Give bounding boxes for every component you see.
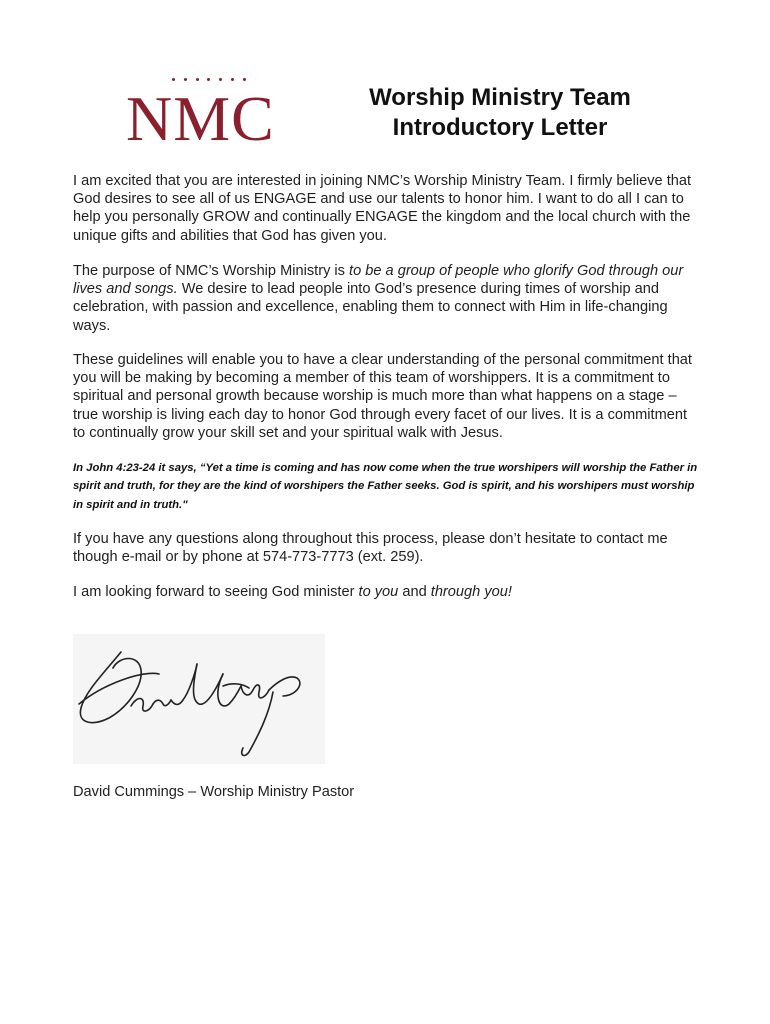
nmc-logo — [126, 74, 288, 154]
closing-mid: and — [398, 584, 431, 600]
purpose-lead: The purpose of NMC’s Worship Ministry is — [73, 263, 350, 279]
paragraph-closing — [73, 583, 703, 601]
letter-title — [330, 83, 670, 143]
paragraph-purpose-text — [73, 262, 703, 335]
signature-scribble — [73, 634, 325, 764]
closing-lead: I am looking forward to seeing God minister — [73, 584, 359, 600]
title-line-1: Worship Ministry Team — [369, 84, 631, 111]
paragraph-guidelines — [73, 351, 703, 442]
paragraph-guidelines-text: These guidelines will enable you to have a clear understanding of the personal commitment that you will be making by becoming a member of this team of worshippers. It is a commitment to spiritual and personal growth because worship is much more than what happens on a stage – true worship is living each day to honor God through every facet of our lives. It is a commitment to continually grow your skill set and your spiritual walk with Jesus. — [73, 352, 692, 441]
paragraph-intro — [73, 172, 703, 245]
title-line-2: Introductory Letter — [392, 114, 608, 141]
paragraph-contact-text: If you have any questions along throughout this process, please don’t hesitate to contact me though e-mail or by phone at 574-773-7773 (ext. 259). — [73, 531, 668, 566]
paragraph-closing-text — [73, 583, 703, 601]
paragraph-contact — [73, 530, 703, 566]
signature-image — [73, 634, 325, 764]
paragraph-purpose — [73, 262, 703, 335]
logo-text: NMC — [126, 83, 275, 154]
closing-italic-2: through you! — [430, 584, 512, 600]
paragraph-intro-text: I am excited that you are interested in joining NMC’s Worship Ministry Team. I firmly believe that God desires to see all of us ENGAGE and use our talents to honor him. I want to do all I can to help you personally GROW and continually ENGAGE the kingdom and the local church with the unique gifts and abilities that God has given you. — [73, 173, 692, 244]
closing-italic-1: to you — [358, 584, 399, 600]
purpose-statement: to be a group of people who glorify God through our lives and songs. — [73, 263, 684, 298]
signature-caption: David Cummings – Worship Ministry Pastor — [73, 784, 355, 800]
scripture-quote: In John 4:23-24 it says, “Yet a time is coming and has now come when the true worshipers will worship the Father in spirit and truth, for they are the kind of worshipers the Father seeks. God is spirit, and his worshipers must worship in spirit and in truth." — [73, 462, 698, 511]
purpose-rest: We desire to lead people into God’s presence during times of worship and celebration, with passion and excellence, enabling them to connect with Him in life-changing ways. — [73, 281, 668, 334]
